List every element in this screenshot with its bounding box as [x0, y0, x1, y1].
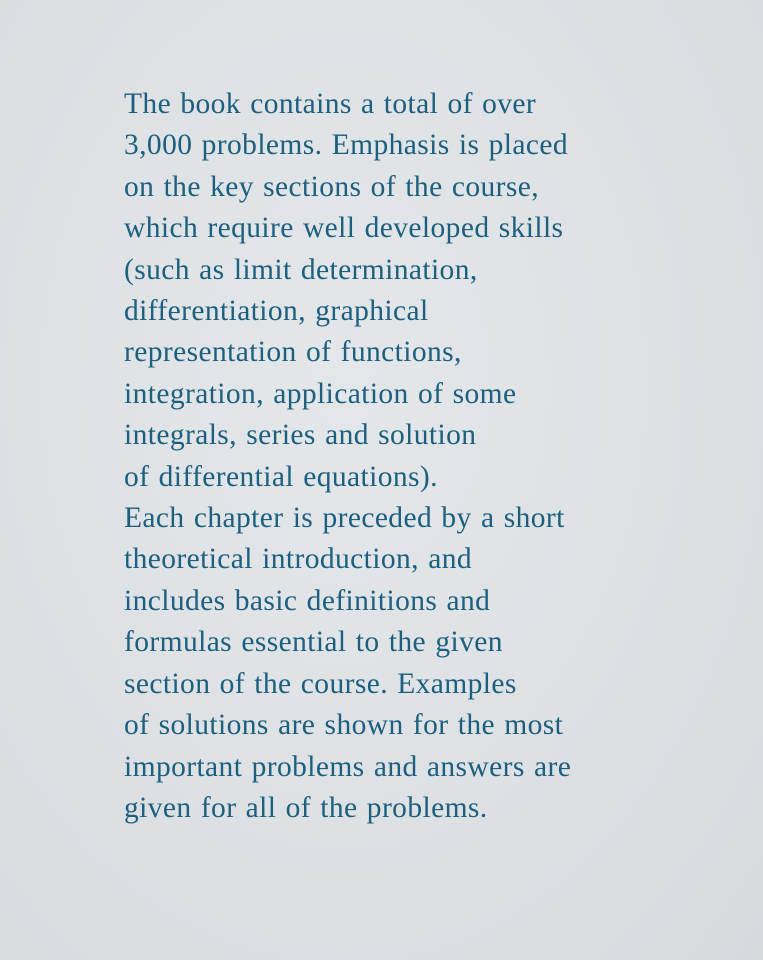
text-line: integrals, series and solution — [124, 419, 477, 452]
text-line: section of the course. Examples — [124, 667, 517, 700]
text-line: of solutions are shown for the most — [124, 709, 564, 742]
text-line: integration, application of some — [124, 377, 517, 410]
text-line: (such as limit determination, — [124, 253, 478, 286]
text-line: representation of functions, — [124, 336, 462, 369]
body-text — [124, 84, 724, 829]
text-line: of differential equations). — [124, 460, 438, 493]
text-line: which require well developed skills — [124, 212, 564, 245]
text-line: theoretical introduction, and — [124, 543, 473, 576]
text-line: on the key sections of the course, — [124, 170, 540, 203]
text-line: 3,000 problems. Emphasis is placed — [124, 129, 569, 162]
text-line: given for all of the problems. — [124, 791, 488, 824]
text-line: formulas essential to the given — [124, 626, 503, 659]
text-line: includes basic definitions and — [124, 584, 491, 617]
text-line: differentiation, graphical — [124, 295, 429, 328]
text-line: Each chapter is preceded by a short — [124, 502, 565, 535]
text-line: The book contains a total of over — [124, 88, 537, 120]
text-line: important problems and answers are — [124, 750, 572, 783]
